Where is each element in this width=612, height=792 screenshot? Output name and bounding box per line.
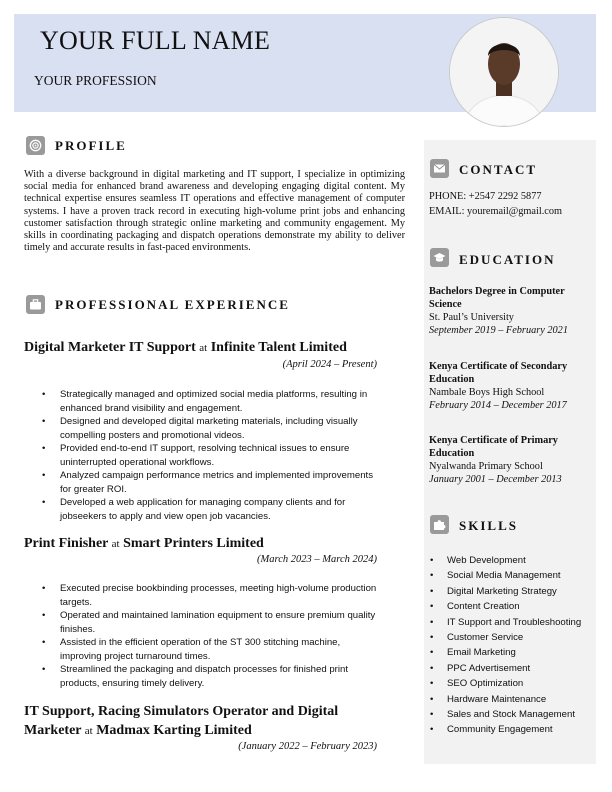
list-item: • Streamlined the packaging and dispatch processes for finished print products, ensuring timely delivery. (24, 663, 384, 690)
puzzle-piece-icon (430, 515, 449, 534)
job-dates-3: (January 2022 – February 2023) (238, 741, 377, 752)
edu-school: St. Paul’s University (429, 312, 514, 323)
edu-degree: Kenya Certificate of Secondary Education (429, 361, 568, 385)
job-title-2 (24, 534, 264, 554)
job-role-line-2: Marketer (24, 723, 82, 738)
list-item: • Sales and Stock Management (429, 707, 581, 722)
profile-summary: With a diverse background in digital marketing and IT support, I specialize in optimizing social media for enhanced brand awareness and developing engaging digital content. My technical expertise ensures seamless IT operations and effective management of computer systems. I have a proven track record in executing high-volume print jobs and enhancing customer satisfaction through strategic online marketing and community engagement. My skills in coordinating packaging and dispatch operations demonstrate my ability to deliver timely and accurate results in fast-paced environments. (24, 169, 405, 254)
contact-heading: CONTACT (459, 162, 538, 177)
contact-phone: PHONE: +2547 2292 5877 (429, 191, 542, 202)
job-bullets-2 (24, 582, 384, 690)
job-role-line-1: IT Support, Racing Simulators Operator and Digital (24, 704, 339, 719)
contact-email: EMAIL: youremail@gmail.com (429, 206, 563, 217)
job-title-1 (24, 338, 347, 358)
edu-dates: February 2014 – December 2017 (429, 400, 567, 411)
skills-heading: SKILLS (459, 518, 518, 533)
skills-list (429, 553, 581, 738)
job-at: at (111, 538, 120, 550)
list-item: • Analyzed campaign performance metrics and implemented improvements for greater ROI. (24, 469, 384, 496)
list-item: • Hardware Maintenance (429, 692, 581, 707)
list-item: • PPC Advertisement (429, 661, 581, 676)
job-company: Infinite Talent Limited (210, 340, 347, 355)
graduation-cap-icon (430, 248, 449, 267)
list-item: • Customer Service (429, 630, 581, 645)
list-item: • Community Engagement (429, 722, 581, 737)
target-icon (26, 136, 45, 155)
list-item: • Provided end-to-end IT support, resolving technical issues to ensure uninterrupted operational workflows. (24, 442, 384, 469)
education-item (429, 285, 579, 337)
job-at: at (199, 342, 208, 354)
education-heading: EDUCATION (459, 252, 556, 267)
envelope-icon (430, 159, 449, 178)
job-company: Smart Printers Limited (123, 536, 264, 551)
list-item: • Developed a web application for managing company clients and for jobseekers to apply and view open job vacancies. (24, 496, 384, 523)
list-item: • IT Support and Troubleshooting (429, 615, 581, 630)
education-item (429, 360, 579, 412)
job-dates-2: (March 2023 – March 2024) (257, 554, 377, 565)
profile-photo (449, 17, 559, 127)
job-dates-1: (April 2024 – Present) (282, 359, 377, 370)
profession: YOUR PROFESSION (34, 73, 157, 88)
list-item: • Strategically managed and optimized social media platforms, resulting in enhanced brand visibility and engagement. (24, 388, 384, 415)
profile-heading: PROFILE (55, 138, 127, 153)
list-item: • Executed precise bookbinding processes, meeting high-volume production targets. (24, 582, 384, 609)
experience-heading: PROFESSIONAL EXPERIENCE (55, 297, 290, 312)
list-item: • Email Marketing (429, 645, 581, 660)
edu-dates: January 2001 – December 2013 (429, 474, 562, 485)
list-item: • Web Development (429, 553, 581, 568)
briefcase-icon (26, 295, 45, 314)
job-role: Print Finisher (24, 536, 109, 551)
job-company: Madmax Karting Limited (96, 723, 252, 738)
list-item: • Content Creation (429, 599, 581, 614)
edu-degree: Kenya Certificate of Primary Education (429, 435, 558, 459)
education-item (429, 434, 579, 486)
job-bullets-1 (24, 388, 384, 523)
list-item: • Operated and maintained lamination equipment to ensure premium quality finishes. (24, 609, 384, 636)
edu-school: Nambale Boys High School (429, 387, 545, 398)
edu-degree: Bachelors Degree in Computer Science (429, 286, 565, 310)
list-item: • Digital Marketing Strategy (429, 584, 581, 599)
list-item: • Designed and developed digital marketing materials, including visually compelling posters and promotional videos. (24, 415, 384, 442)
job-role: Digital Marketer IT Support (24, 340, 196, 355)
full-name: YOUR FULL NAME (40, 26, 271, 55)
list-item: • SEO Optimization (429, 676, 581, 691)
list-item: • Social Media Management (429, 568, 581, 583)
edu-school: Nyalwanda Primary School (429, 461, 543, 472)
job-at: at (84, 725, 93, 737)
list-item: • Assisted in the efficient operation of the ST 300 stitching machine, improving project turnaround times. (24, 636, 384, 663)
edu-dates: September 2019 – February 2021 (429, 325, 568, 336)
job-title-3 (24, 702, 384, 741)
